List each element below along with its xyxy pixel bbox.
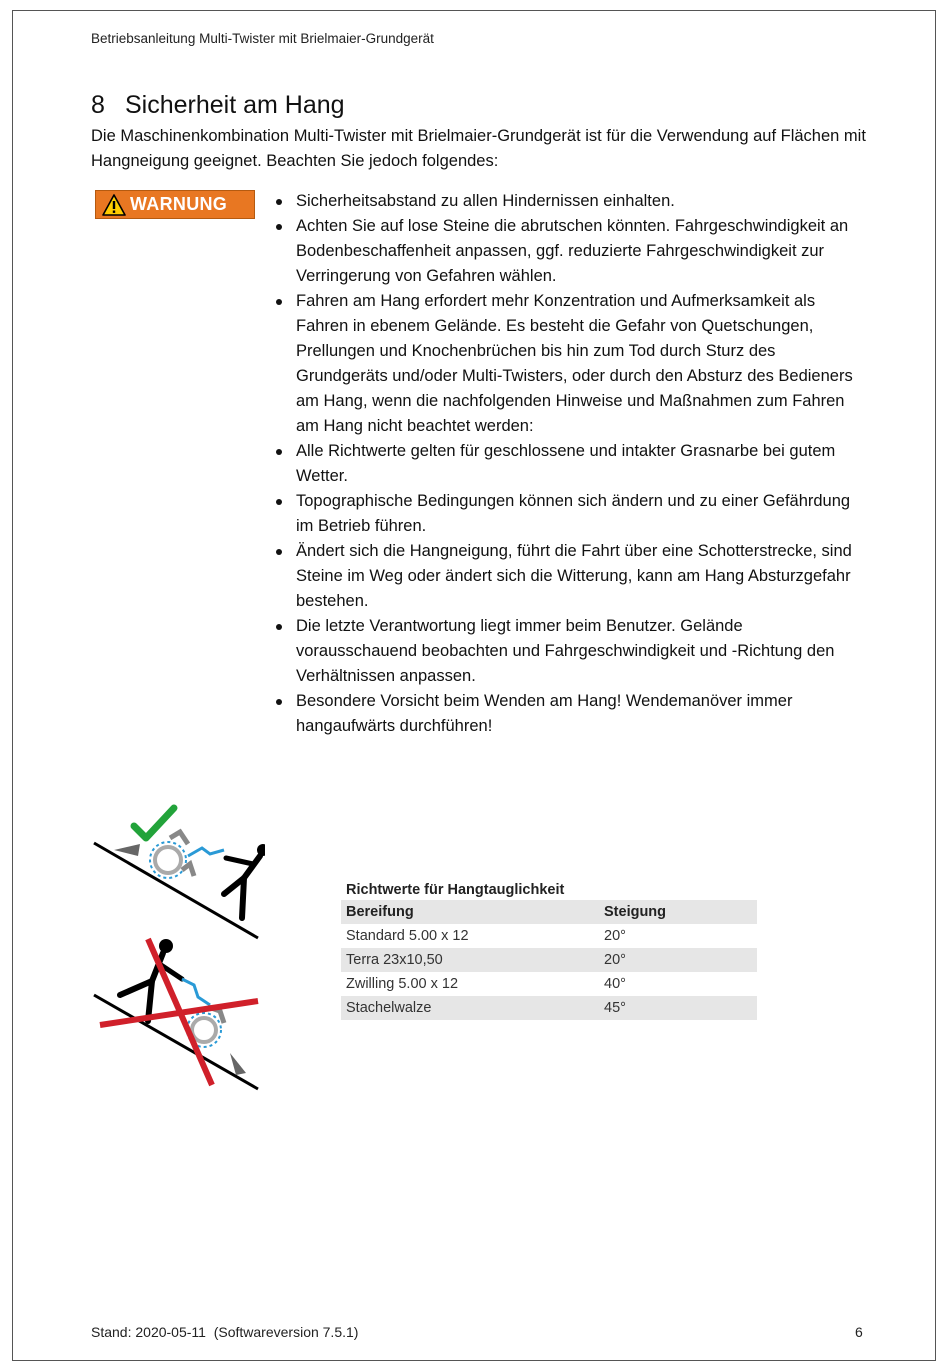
table-row (341, 972, 757, 996)
section-number: 8 (91, 91, 105, 119)
list-item-text: Die letzte Verantwortung liegt immer beim Benutzer. Gelände vorausschauend beobachten und Fahrgeschwindigkeit und -Richtung den Verhältnissen anpassen. (296, 617, 835, 685)
table-cell: 40° (604, 976, 626, 992)
warning-triangle-icon (102, 194, 126, 216)
bullet-icon (276, 499, 282, 505)
intro-paragraph: Die Maschinenkombination Multi-Twister mit Brielmaier-Grundgerät ist für die Verwendung auf Flächen mit Hangneigung geeignet. Beachten Sie jedoch folgendes: (91, 127, 866, 170)
list-item-text: Alle Richtwerte gelten für geschlossene und intakter Grasnarbe bei gutem Wetter. (296, 442, 836, 485)
running-header: Betriebsanleitung Multi-Twister mit Brielmaier-Grundgerät (91, 31, 434, 46)
bullet-icon (276, 299, 282, 305)
list-item (276, 614, 866, 689)
table-caption: Richtwerte für Hangtauglichkeit (346, 882, 565, 898)
table-row (341, 996, 757, 1020)
bullet-icon (276, 224, 282, 230)
table-cell: Terra 23x10,50 (346, 952, 443, 968)
table-row (341, 924, 757, 948)
table-cell: 20° (604, 952, 626, 968)
slope-correct-check-icon (90, 798, 265, 943)
bullet-icon (276, 199, 282, 205)
slope-incorrect-cross-icon (90, 935, 265, 1095)
section-title (91, 91, 345, 120)
table-cell: Standard 5.00 x 12 (346, 928, 469, 944)
list-item (276, 214, 866, 289)
list-item-text: Fahren am Hang erfordert mehr Konzentration und Aufmerksamkeit als Fahren in ebenem Gelände. Es besteht die Gefahr von Quetschungen, Prellungen und Knochenbrüchen bis hin zum Tod durch Sturz des Grundgeräts und/oder Multi-Twisters, oder durch den Absturz des Bedieners am Hang, wenn die nachfolgenden Hinweise und Maßnahmen zum Fahren am Hang nicht beachtet werden: (296, 292, 853, 435)
bullet-icon (276, 624, 282, 630)
slope-values-table (341, 880, 757, 1020)
list-item-text: Topographische Bedingungen können sich ändern und zu einer Gefährdung im Betrieb führen. (296, 492, 851, 535)
list-item-text: Achten Sie auf lose Steine die abrutschen könnten. Fahrgeschwindigkeit an Bodenbeschaffenheit anpassen, ggf. reduzierte Fahrgeschwindigkeit zur Verringerung von Gefahren wählen. (296, 217, 849, 285)
table-cell: Zwilling 5.00 x 12 (346, 976, 459, 992)
list-item-text: Besondere Vorsicht beim Wenden am Hang! Wendemanöver immer hangaufwärts durchführen! (296, 692, 793, 735)
list-item-text: Sicherheitsabstand zu allen Hindernissen einhalten. (296, 192, 675, 210)
page-number: 6 (855, 1324, 863, 1340)
safety-bullet-list (276, 189, 866, 739)
bullet-icon (276, 699, 282, 705)
bullet-icon (276, 449, 282, 455)
table-header-row (341, 900, 757, 924)
bullet-icon (276, 549, 282, 555)
list-item (276, 489, 866, 539)
list-item-text: Ändert sich die Hangneigung, führt die Fahrt über eine Schotterstrecke, sind Steine im Weg oder ändert sich die Witterung, kann am Hang Absturzgefahr bestehen. (296, 542, 852, 610)
warning-label: WARNUNG (130, 194, 228, 214)
list-item (276, 439, 866, 489)
list-item (276, 189, 866, 214)
table-row (341, 948, 757, 972)
table-header-cell: Bereifung (346, 904, 414, 920)
list-item (276, 539, 866, 614)
list-item (276, 289, 866, 439)
table-header-cell: Steigung (604, 904, 667, 920)
list-item (276, 689, 866, 739)
footer-stand: Stand: 2020-05-11 (Softwareversion 7.5.1) (91, 1324, 359, 1340)
table-cell: 45° (604, 1000, 626, 1016)
section-title-text: Sicherheit am Hang (125, 91, 345, 119)
table-cell: 20° (604, 928, 626, 944)
table-cell: Stachelwalze (346, 1000, 432, 1016)
warning-badge (95, 190, 255, 219)
